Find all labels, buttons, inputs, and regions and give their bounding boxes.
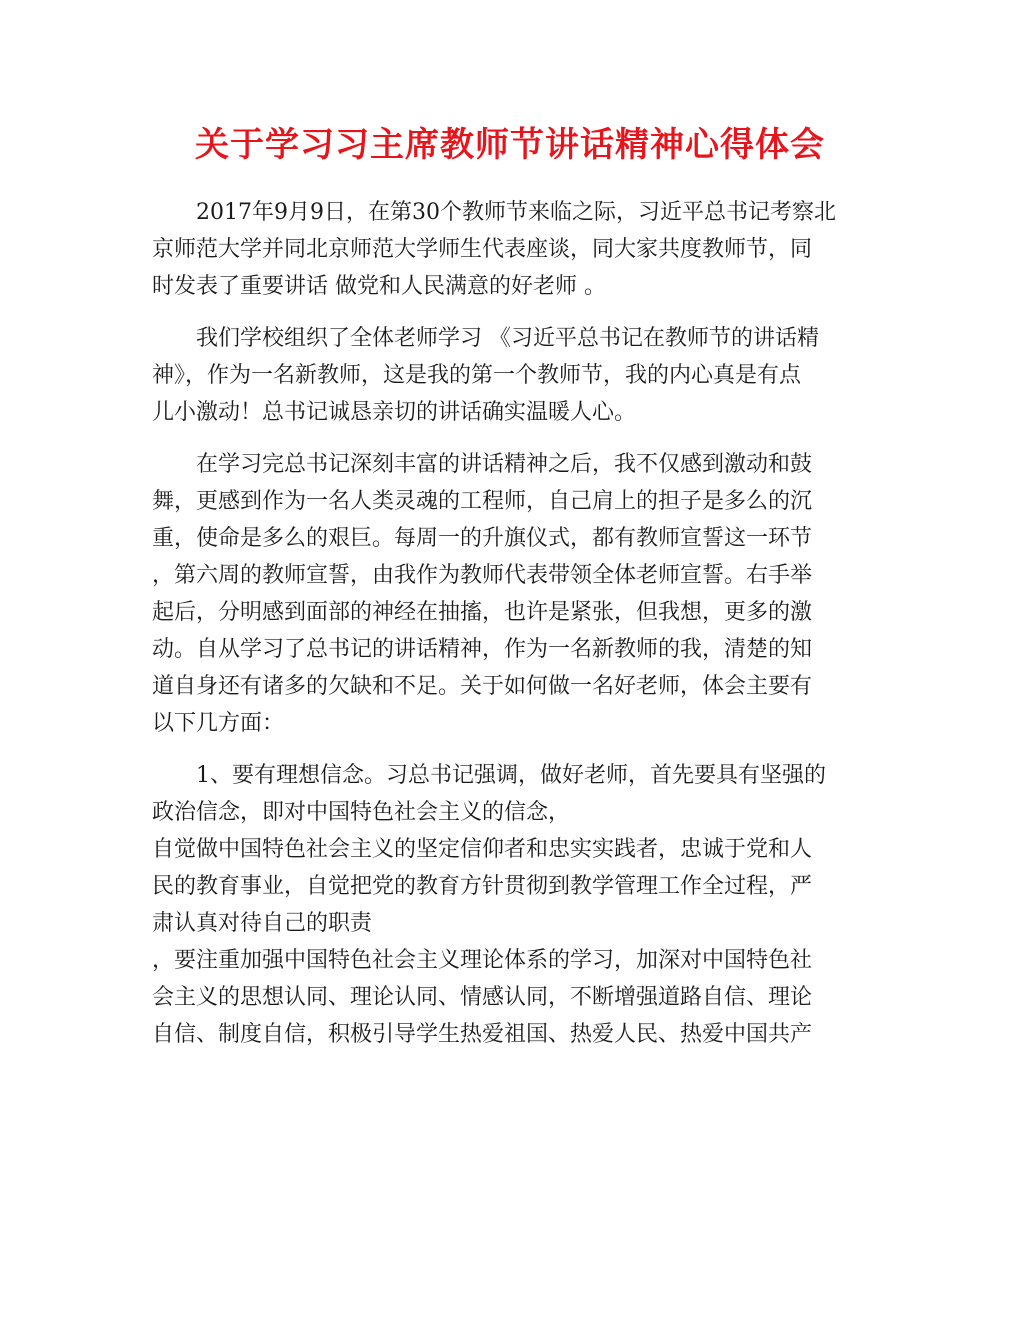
document-body [152, 194, 864, 1068]
text-line: 我们学校组织了全体老师学习 《习近平总书记在教师节的讲话精 [152, 326, 819, 351]
paragraph [152, 320, 864, 431]
document-title: 关于学习习主席教师节讲话精神心得体会 [195, 125, 825, 165]
text-line: 重，使命是多么的艰巨。每周一的升旗仪式，都有教师宣誓这一环节 [152, 526, 813, 551]
text-line: 1、要有理想信念。习总书记强调，做好老师，首先要具有坚强的 [152, 763, 826, 788]
text-line: 动。自从学习了总书记的讲话精神，作为一名新教师的我，清楚的知 [152, 637, 813, 662]
text-line: 舞，更感到作为一名人类灵魂的工程师，自己肩上的担子是多么的沉 [152, 489, 813, 514]
text-line: ，第六周的教师宣誓，由我作为教师代表带领全体老师宣誓。右手举 [152, 563, 813, 588]
text-line: 2017年9月9日，在第30个教师节来临之际，习近平总书记考察北 [152, 200, 836, 225]
text-line: 起后，分明感到面部的神经在抽搐，也许是紧张，但我想，更多的激 [152, 600, 813, 625]
text-line: 自觉做中国特色社会主义的坚定信仰者和忠实实践者，忠诚于党和人 [152, 837, 813, 862]
text-line: 在学习完总书记深刻丰富的讲话精神之后，我不仅感到激动和鼓 [152, 452, 813, 477]
text-line: 时发表了重要讲话 做党和人民满意的好老师 。 [152, 274, 606, 299]
text-line: 神》，作为一名新教师，这是我的第一个教师节，我的内心真是有点 [152, 363, 802, 388]
paragraph [152, 446, 864, 742]
text-line: 政治信念，即对中国特色社会主义的信念， [152, 800, 571, 825]
text-line: 儿小激动！总书记诚恳亲切的讲话确实温暖人心。 [152, 400, 637, 425]
text-line: 民的教育事业，自觉把党的教育方针贯彻到教学管理工作全过程，严 [152, 874, 813, 899]
text-line: ，要注重加强中国特色社会主义理论体系的学习，加深对中国特色社 [152, 948, 813, 973]
paragraph [152, 757, 864, 1053]
text-line: 道自身还有诸多的欠缺和不足。关于如何做一名好老师，体会主要有 [152, 674, 813, 699]
paragraph [152, 194, 864, 305]
text-line: 肃认真对待自己的职责 [152, 911, 373, 936]
text-line: 以下几方面： [152, 711, 285, 736]
text-line: 自信、制度自信，积极引导学生热爱祖国、热爱人民、热爱中国共产 [152, 1022, 813, 1047]
text-line: 京师范大学并同北京师范大学师生代表座谈，同大家共度教师节，同 [152, 237, 813, 262]
text-line: 会主义的思想认同、理论认同、情感认同，不断增强道路自信、理论 [152, 985, 813, 1010]
